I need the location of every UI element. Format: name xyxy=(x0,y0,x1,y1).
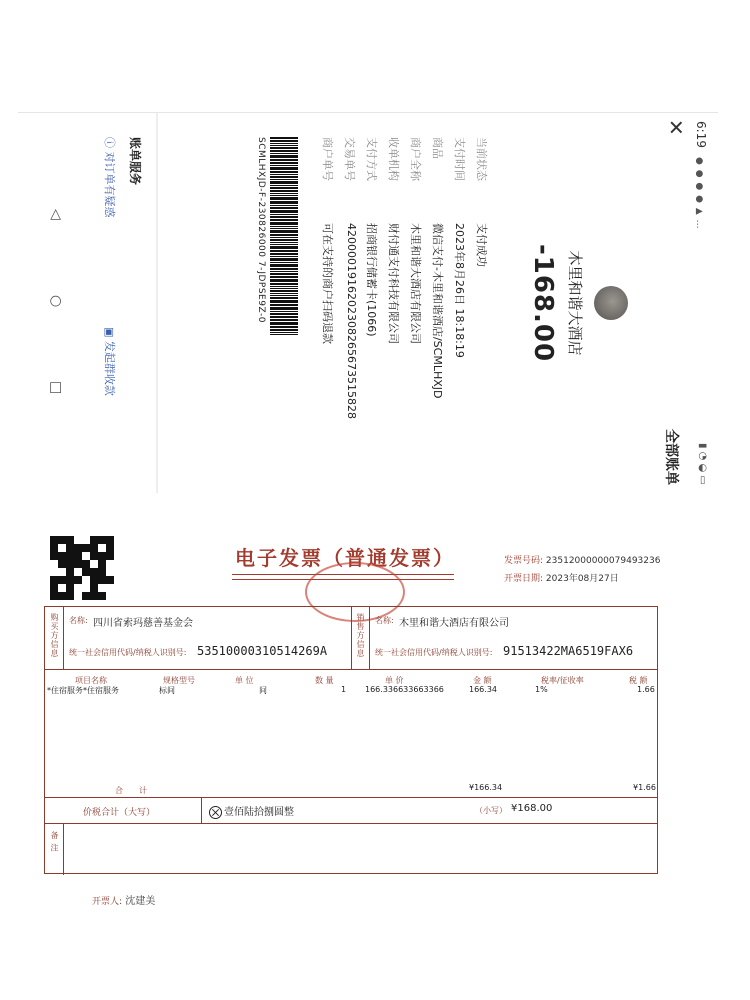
item-price: 166.336633663366 xyxy=(365,685,444,694)
qr-module xyxy=(90,592,98,600)
qr-module xyxy=(98,544,106,552)
barcode-bar xyxy=(270,304,298,306)
barcode-bar xyxy=(270,187,298,189)
grand-total-words-text: 壹佰陆拾捌圆整 xyxy=(224,807,294,818)
qr-module xyxy=(66,552,74,560)
qr-module xyxy=(50,544,58,552)
qr-module xyxy=(82,536,90,544)
barcode-bar xyxy=(270,264,298,267)
qr-module xyxy=(50,584,58,592)
page-title: 全部账单 xyxy=(663,429,679,485)
barcode-bar xyxy=(270,153,298,154)
barcode-bar xyxy=(270,165,298,166)
barcode-bar xyxy=(270,316,298,318)
close-icon[interactable]: ✕ xyxy=(664,119,688,136)
detail-row xyxy=(424,137,446,479)
barcode-bar xyxy=(270,219,298,221)
detail-value: 招商银行储蓄卡(1066) xyxy=(365,223,378,337)
detail-row xyxy=(402,137,424,479)
barcode-bar xyxy=(270,268,298,270)
qr-module xyxy=(90,584,98,592)
barcode-bar xyxy=(270,242,298,243)
barcode-bar xyxy=(270,214,298,215)
qr-module xyxy=(50,536,58,544)
detail-row xyxy=(380,137,402,479)
remarks-label: 备 注 xyxy=(50,831,59,853)
invoice-no-label: 发票号码: xyxy=(504,556,544,566)
detail-row xyxy=(336,137,358,479)
barcode-bar xyxy=(270,176,298,178)
seller-name-label: 名称: xyxy=(375,616,394,625)
qr-module xyxy=(58,552,66,560)
item-tax: 1.66 xyxy=(637,685,655,694)
detail-value: 支付成功 xyxy=(475,223,488,267)
barcode-bar xyxy=(270,197,298,200)
buyer-side-label: 购买方信息 xyxy=(50,613,59,658)
barcode-bar xyxy=(270,297,298,299)
barcode-bar xyxy=(270,162,298,164)
detail-row xyxy=(446,137,468,479)
signal-battery-icon: ▮ ◔ ◒ ▭ xyxy=(697,443,708,485)
qr-module xyxy=(106,544,114,552)
qr-module xyxy=(74,536,82,544)
detail-value: 2023年8月26日 18:18:19 xyxy=(453,223,466,358)
barcode-bar xyxy=(270,295,298,296)
qr-module xyxy=(74,584,82,592)
qr-module xyxy=(106,576,114,584)
barcode-bar xyxy=(270,140,298,142)
item-rate: 1% xyxy=(535,685,548,694)
divider xyxy=(63,823,64,875)
barcode-bar xyxy=(270,181,298,184)
divider xyxy=(351,607,352,669)
qr-module xyxy=(74,568,82,576)
barcode-bar xyxy=(270,293,298,294)
qr-module xyxy=(58,576,66,584)
item-qty: 1 xyxy=(341,685,347,694)
qr-module xyxy=(98,576,106,584)
detail-value: 4200001916202308265673515828 xyxy=(345,223,358,419)
qr-module xyxy=(50,568,58,576)
col-tax: 税 额 xyxy=(629,676,648,685)
issuer-name: 沈建美 xyxy=(125,896,156,907)
barcode-bar xyxy=(270,137,298,139)
buyer-taxid: 53510000310514269A xyxy=(197,644,328,658)
barcode-bar xyxy=(270,195,298,196)
qr-module xyxy=(58,536,66,544)
invoice-qr-code xyxy=(50,536,114,600)
barcode-bar xyxy=(270,279,298,282)
col-item-name: 项目名称 xyxy=(75,676,107,685)
seller-side-label: 销售方信息 xyxy=(356,613,365,658)
barcode-bar xyxy=(270,253,298,255)
qr-module xyxy=(66,576,74,584)
grand-total-small: ¥168.00 xyxy=(511,803,553,814)
qr-module xyxy=(66,536,74,544)
detail-value: 可在支持的商户扫码退款 xyxy=(321,223,334,344)
barcode-bar xyxy=(270,311,298,312)
qr-module xyxy=(82,552,90,560)
bill-details xyxy=(314,137,490,479)
barcode-bar xyxy=(270,193,298,194)
electronic-invoice xyxy=(0,520,750,1000)
detail-label: 商品 xyxy=(431,137,444,159)
buyer-name-label: 名称: xyxy=(69,616,88,625)
barcode-bar xyxy=(270,246,298,249)
barcode-bar xyxy=(270,329,298,331)
divider xyxy=(201,797,202,823)
barcode-bar xyxy=(270,143,298,144)
qr-module xyxy=(90,576,98,584)
qr-module xyxy=(66,584,74,592)
barcode-bar xyxy=(270,319,298,321)
group-pay-icon: ▣ xyxy=(103,327,116,341)
barcode-bar xyxy=(270,201,298,204)
barcode-bar xyxy=(270,179,298,180)
barcode-bar xyxy=(270,239,298,241)
merchant-name: 木里和谐大酒店 xyxy=(566,250,584,356)
bill-detail-page xyxy=(18,113,718,493)
barcode-text: SCMLHXJD-F-230826000 7-JDPSE9Z-0 xyxy=(256,137,266,323)
barcode-bar xyxy=(270,226,298,227)
invoice-date: 2023年08月27日 xyxy=(545,574,619,584)
invoice-meta xyxy=(504,552,660,588)
qr-module xyxy=(58,592,66,600)
barcode-bar xyxy=(270,271,298,272)
qr-module xyxy=(74,560,82,568)
detail-value: 木里和谐大酒店有限公司 xyxy=(409,223,422,344)
barcode-bar xyxy=(270,228,298,229)
qr-module xyxy=(82,584,90,592)
buyer-name: 四川省索玛慈善基金会 xyxy=(93,618,193,629)
qr-module xyxy=(82,576,90,584)
qr-module xyxy=(58,560,66,568)
qr-module xyxy=(74,576,82,584)
qr-module xyxy=(106,592,114,600)
barcode-bar xyxy=(270,159,298,161)
qr-module xyxy=(66,568,74,576)
divider xyxy=(369,607,370,669)
qr-module xyxy=(98,568,106,576)
col-rate: 税率/征收率 xyxy=(541,676,584,685)
barcode-bar xyxy=(270,230,298,233)
detail-label: 商户全称 xyxy=(409,137,422,181)
barcode-bar xyxy=(270,256,298,257)
qr-module xyxy=(50,576,58,584)
barcode-bar xyxy=(270,334,298,335)
merchant-avatar xyxy=(594,286,628,320)
col-unit: 单 位 xyxy=(235,676,254,685)
buyer-taxid-label: 统一社会信用代码/纳税人识别号: xyxy=(69,648,187,657)
qr-module xyxy=(106,560,114,568)
barcode-bar xyxy=(270,145,298,146)
barcode-bar xyxy=(270,258,298,261)
barcode-bar xyxy=(270,262,298,263)
qr-module xyxy=(82,560,90,568)
bill-screenshot xyxy=(18,112,718,493)
barcode-bar xyxy=(270,273,298,275)
grand-total-words xyxy=(209,803,294,819)
qr-module xyxy=(74,552,82,560)
barcode-bar xyxy=(270,250,298,252)
recents-nav-icon[interactable]: □ xyxy=(48,381,64,395)
qr-module xyxy=(74,544,82,552)
detail-label: 收单机构 xyxy=(387,137,400,181)
col-price: 单 价 xyxy=(385,676,404,685)
detail-value: 微信支付-木里和谐酒店/SCMLHXJD xyxy=(431,223,444,399)
qr-module xyxy=(98,560,106,568)
barcode-bar xyxy=(270,234,298,236)
barcode-bar xyxy=(270,190,298,192)
seller-name: 木里和谐大酒店有限公司 xyxy=(399,618,509,629)
barcode-bar xyxy=(270,290,298,292)
qr-module xyxy=(90,544,98,552)
qr-module xyxy=(90,560,98,568)
qr-module xyxy=(66,544,74,552)
barcode-bar xyxy=(270,222,298,225)
detail-row xyxy=(468,137,490,479)
detail-row xyxy=(314,137,336,479)
barcode-bar xyxy=(270,276,298,278)
barcode-bar xyxy=(270,147,298,149)
status-time: 6:19 xyxy=(694,121,708,148)
total-tax: ¥1.66 xyxy=(633,783,656,792)
barcode-bar xyxy=(270,326,298,328)
qr-module xyxy=(82,592,90,600)
group-collect-label: 发起群收款 xyxy=(103,340,116,396)
col-amount: 金 额 xyxy=(473,676,492,685)
order-question-link[interactable] xyxy=(102,137,118,218)
qr-module xyxy=(98,552,106,560)
item-spec: 标间 xyxy=(159,686,175,695)
barcode-bar xyxy=(270,155,298,158)
divider xyxy=(45,797,657,798)
barcode-bar xyxy=(270,300,298,303)
bill-service-title: 账单服务 xyxy=(128,137,142,186)
qr-module xyxy=(98,584,106,592)
invoice-title: 电子发票（普通发票） xyxy=(235,546,455,570)
order-question-label: 对订单有疑惑 xyxy=(103,151,116,218)
divider xyxy=(156,113,158,493)
qr-module xyxy=(90,536,98,544)
detail-row xyxy=(358,137,380,479)
grand-total-label: 价税合计（大写） xyxy=(83,808,156,818)
qr-module xyxy=(58,544,66,552)
barcode-bar xyxy=(270,313,298,315)
cross-circle-icon xyxy=(209,806,222,819)
qr-module xyxy=(106,552,114,560)
barcode-bar xyxy=(270,307,298,310)
qr-module xyxy=(98,536,106,544)
barcode-bar xyxy=(270,174,298,175)
qr-module xyxy=(82,568,90,576)
issuer xyxy=(92,892,155,907)
qr-module xyxy=(90,568,98,576)
qr-module xyxy=(66,560,74,568)
invoice-date-label: 开票日期: xyxy=(504,574,544,584)
barcode-bar xyxy=(270,332,298,333)
item-name: *住宿服务*住宿服务 xyxy=(47,686,119,695)
home-nav-icon[interactable]: ○ xyxy=(48,295,64,308)
merchant-order-barcode xyxy=(270,137,298,377)
divider xyxy=(63,607,64,669)
item-unit: 间 xyxy=(259,686,267,695)
detail-label: 支付方式 xyxy=(365,137,378,181)
divider xyxy=(45,823,657,824)
barcode-bar xyxy=(270,210,298,213)
invoice-no: 23512000000079493236 xyxy=(545,556,661,566)
qr-module xyxy=(66,592,74,600)
barcode-bar xyxy=(270,171,298,173)
qr-module xyxy=(50,560,58,568)
barcode-bar xyxy=(270,150,298,152)
barcode-bar xyxy=(270,167,298,170)
detail-label: 支付时间 xyxy=(453,137,466,181)
grand-small-label: （小写） xyxy=(475,806,507,815)
barcode-bar xyxy=(270,207,298,209)
seller-taxid: 91513422MA6519FAX6 xyxy=(503,644,634,658)
barcode-bar xyxy=(270,283,298,285)
item-amount: 166.34 xyxy=(469,685,497,694)
back-nav-icon[interactable]: ◁ xyxy=(48,209,64,220)
question-icon: ⓘ xyxy=(103,137,116,152)
detail-label: 商户单号 xyxy=(321,137,334,181)
barcode-bar xyxy=(270,237,298,238)
detail-label: 交易单号 xyxy=(343,137,356,181)
payment-amount: -168.00 xyxy=(528,243,558,363)
divider xyxy=(45,669,657,670)
barcode-bar xyxy=(270,244,298,245)
qr-module xyxy=(58,568,66,576)
issuer-label: 开票人: xyxy=(92,897,123,907)
qr-module xyxy=(98,592,106,600)
seller-taxid-label: 统一社会信用代码/纳税人识别号: xyxy=(375,648,493,657)
barcode-bar xyxy=(270,286,298,287)
barcode-bar xyxy=(270,205,298,206)
invoice-table xyxy=(44,606,658,874)
group-collect-link[interactable] xyxy=(102,327,118,396)
notification-icons: ● ● ● ● ▲ … xyxy=(694,157,704,230)
detail-label: 当前状态 xyxy=(475,137,488,181)
qr-module xyxy=(58,584,66,592)
qr-module xyxy=(106,568,114,576)
qr-module xyxy=(82,544,90,552)
qr-module xyxy=(90,552,98,560)
col-spec: 规格型号 xyxy=(163,676,195,685)
total-amount: ¥166.34 xyxy=(469,783,503,792)
status-bar xyxy=(690,121,710,485)
qr-module xyxy=(50,552,58,560)
barcode-bar xyxy=(270,288,298,289)
barcode-bar xyxy=(270,216,298,218)
detail-value: 财付通支付科技有限公司 xyxy=(387,223,400,344)
barcode-bar xyxy=(270,185,298,186)
qr-module xyxy=(106,584,114,592)
barcode-bar xyxy=(270,322,298,325)
col-qty: 数 量 xyxy=(315,676,334,685)
qr-module xyxy=(74,592,82,600)
qr-module xyxy=(50,592,58,600)
total-label: 合 计 xyxy=(115,786,147,795)
qr-module xyxy=(106,536,114,544)
